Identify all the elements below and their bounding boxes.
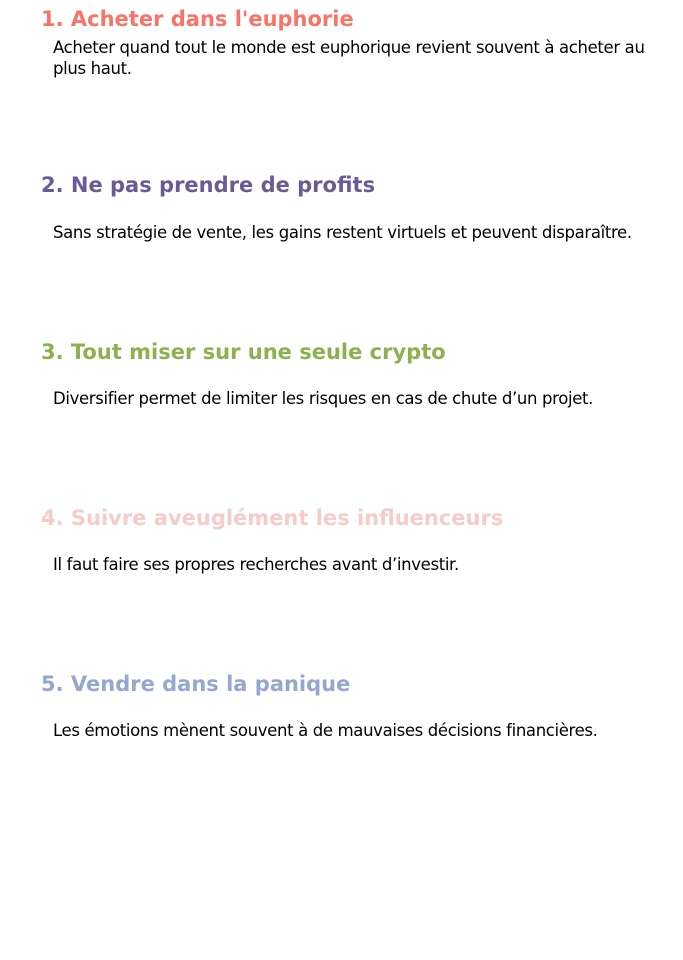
mistake-description-4: Il faut faire ses propres recherches avant d’investir. xyxy=(53,555,459,574)
mistake-description-1: Acheter quand tout le monde est euphorique revient souvent à acheter au plus haut. xyxy=(53,38,645,78)
mistake-description-2: Sans stratégie de vente, les gains restent virtuels et peuvent disparaître. xyxy=(53,223,632,242)
mistake-description-3: Diversifier permet de limiter les risques en cas de chute d’un projet. xyxy=(53,389,594,408)
mistake-title-3: 3. Tout miser sur une seule crypto xyxy=(41,340,446,364)
mistake-title-4: 4. Suivre aveuglément les influenceurs xyxy=(41,506,504,530)
mistake-title-1: 1. Acheter dans l'euphorie xyxy=(41,7,354,31)
mistake-description-5: Les émotions mènent souvent à de mauvaises décisions financières. xyxy=(53,721,598,740)
mistake-title-2: 2. Ne pas prendre de profits xyxy=(41,173,376,197)
mistake-title-5: 5. Vendre dans la panique xyxy=(41,672,351,696)
